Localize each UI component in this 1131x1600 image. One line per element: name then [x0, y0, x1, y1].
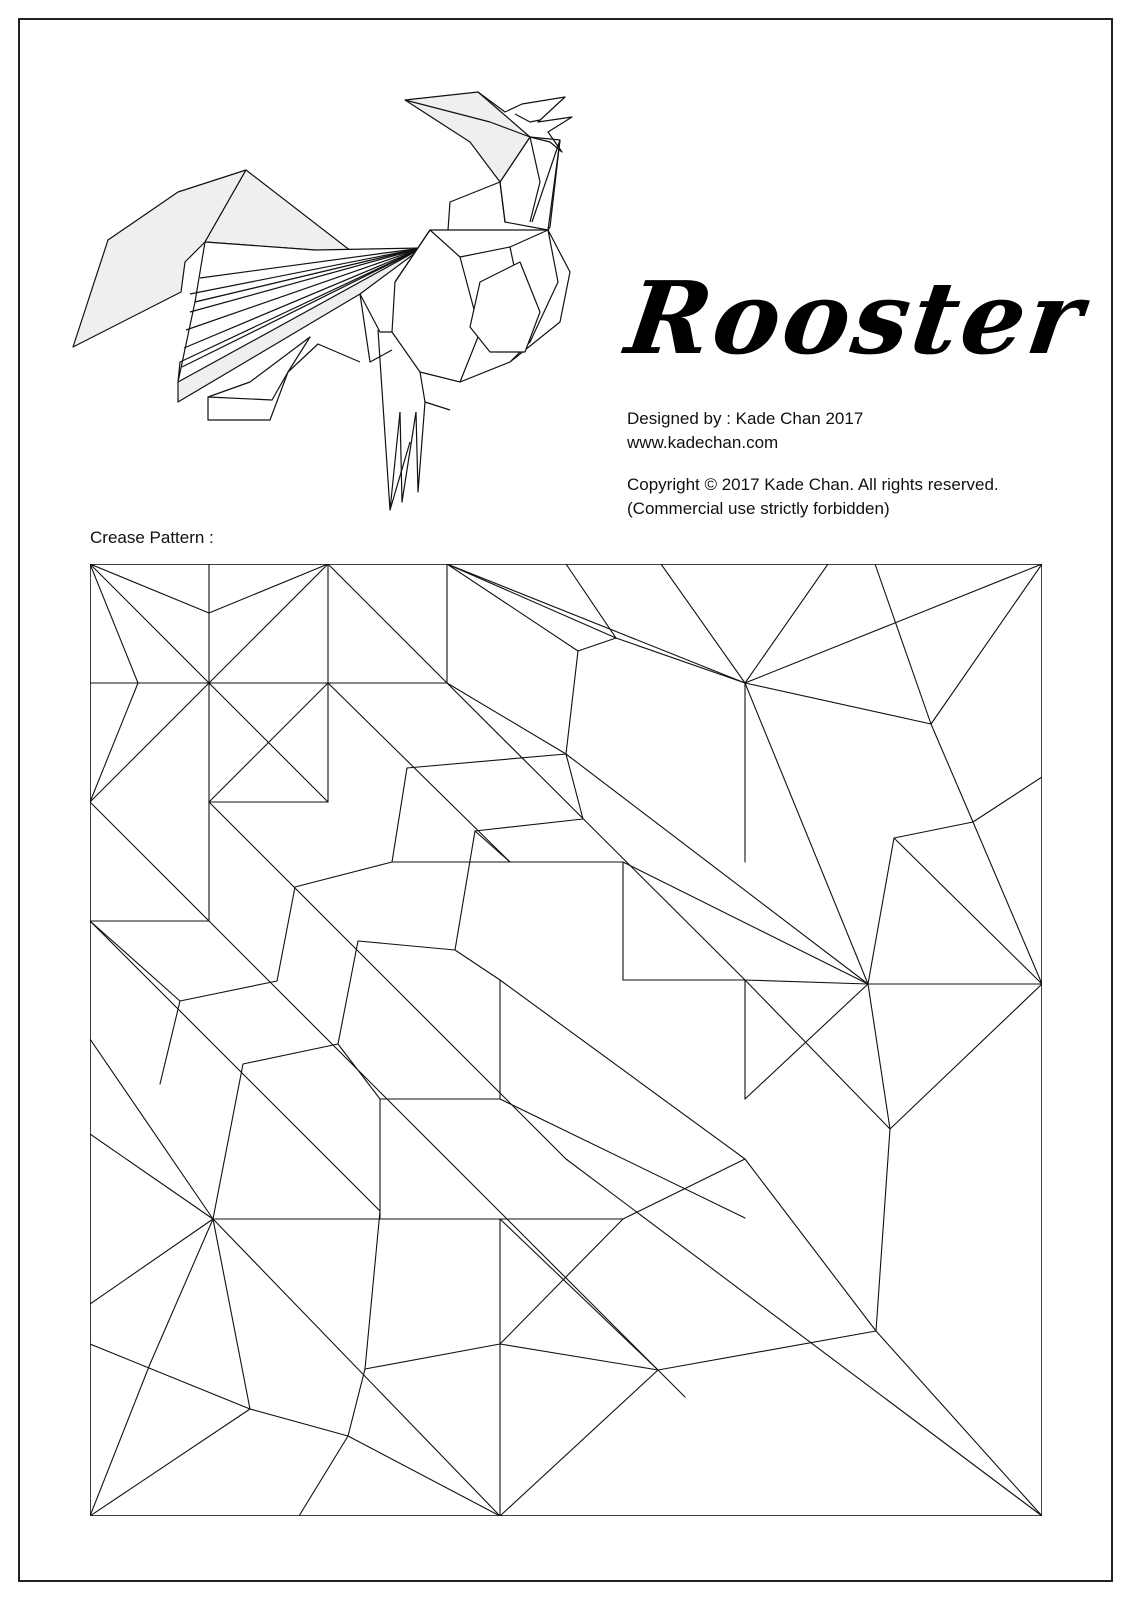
website-line: www.kadechan.com: [627, 433, 779, 452]
designer-line: Designed by : Kade Chan 2017: [627, 409, 864, 428]
rooster-illustration: [60, 82, 600, 532]
copyright-note: (Commercial use strictly forbidden): [627, 499, 890, 518]
crease-pattern: [90, 564, 1042, 1516]
copyright-line: Copyright © 2017 Kade Chan. All rights reserved.: [627, 475, 999, 494]
crease-pattern-label: Crease Pattern :: [90, 528, 214, 547]
page-title: Rooster: [619, 259, 1093, 377]
designer-info: [627, 407, 863, 455]
copyright-info: [627, 473, 999, 521]
